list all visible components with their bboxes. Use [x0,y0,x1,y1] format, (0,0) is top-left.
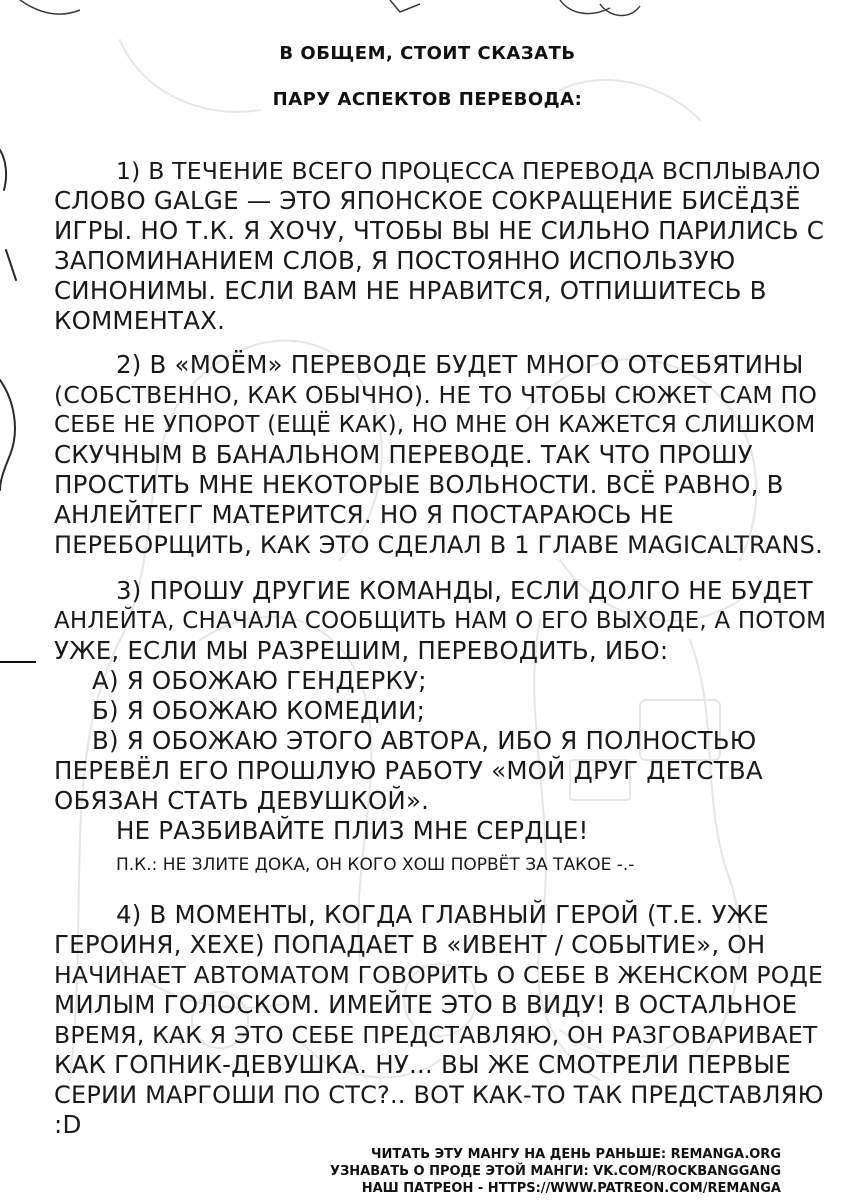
paragraph-3-item-a: А) Я ОБОЖАЮ ГЕНДЕРКУ; [92,666,427,695]
page-title-line-2: ПАРУ АСПЕКТОВ ПЕРЕВОДА: [272,89,583,110]
page-title-line-1: В ОБЩЕМ, СТОИТ СКАЗАТЬ [279,43,576,64]
paragraph-1-line-3: ИГРЫ. НО Т.К. Я ХОЧУ, ЧТОБЫ ВЫ НЕ СИЛЬНО ПАРИЛИСЬ С [54,216,824,245]
paragraph-4-line-3: НАЧИНАЕТ АВТОМАТОМ ГОВОРИТЬ О СЕБЕ В ЖЕНСКОМ РОДЕ [54,961,824,989]
paragraph-2-line-4: СКУЧНЫМ В БАНАЛЬНОМ ПЕРЕВОДЕ. ТАК ЧТО ПРОШУ [54,440,753,469]
paragraph-2-line-6: АНЛЕЙТЕГГ МАТЕРИТСЯ. НО Я ПОСТАРАЮСЬ НЕ [54,500,674,529]
paragraph-3-line-2: АНЛЕЙТА, СНАЧАЛА СООБЩИТЬ НАМ О ЕГО ВЫХОДЕ, А ПОТОМ [54,608,827,634]
paragraph-2-line-7: ПЕРЕБОРЩИТЬ, КАК ЭТО СДЕЛАЛ В 1 ГЛАВЕ MAGICALTRANS. [54,531,823,559]
footer-patreon-link: НАШ ПАТРЕОН - HTTPS://WWW.PATREON.COM/REMANGA [361,1181,781,1196]
paragraph-2-line-5: ПРОСТИТЬ МНЕ НЕКОТОРЫЕ ВОЛЬНОСТИ. ВСЁ РАВНО, В [54,470,784,499]
paragraph-3-line-8: ОБЯЗАН СТАТЬ ДЕВУШКОЙ». [54,786,430,815]
paragraph-3-line-1: 3) ПРОШУ ДРУГИЕ КОМАНДЫ, ЕСЛИ ДОЛГО НЕ БУДЕТ [116,576,813,605]
paragraph-1-line-2: СЛОВО GALGE — ЭТО ЯПОНСКОЕ СОКРАЩЕНИЕ БИСЁДЗЁ [54,186,801,215]
paragraph-4-line-2: ГЕРОИНЯ, ХЕХЕ) ПОПАДАЕТ В «ИВЕНТ / СОБЫТИЕ», ОН [54,930,766,959]
paragraph-1-line-6: КОММЕНТАХ. [54,306,226,335]
paragraph-4-line-4: МИЛЫМ ГОЛОСКОМ. ИМЕЙТЕ ЭТО В ВИДУ! В ОСТАЛЬНОЕ [54,990,798,1019]
paragraph-1-line-4: ЗАПОМИНАНИЕМ СЛОВ, Я ПОСТОЯННО ИСПОЛЬЗУЮ [54,246,736,275]
paragraph-4-line-5: ВРЕМЯ, КАК Я ЭТО СЕБЕ ПРЕДСТАВЛЯЮ, ОН РАЗГОВАРИВАЕТ [54,1021,818,1049]
paragraph-2-line-3: СЕБЕ НЕ УПОРОТ (ЕЩЁ КАК), НО МНЕ ОН КАЖЕТСЯ СЛИШКОМ [54,412,816,438]
footer-read-early: ЧИТАТЬ ЭТУ МАНГУ НА ДЕНЬ РАНЬШЕ: REMANGA.ORG [371,1147,781,1162]
footer-vk-link: УЗНАВАТЬ О ПРОДЕ ЭТОЙ МАНГИ: VK.COM/ROCKBANGGANG [330,1164,781,1179]
paragraph-2-line-2: (СОБСТВЕННО, КАК ОБЫЧНО). НЕ ТО ЧТОБЫ СЮЖЕТ САМ ПО [54,381,818,409]
paragraph-3-plea: НЕ РАЗБИВАЙТЕ ПЛИЗ МНЕ СЕРДЦЕ! [116,816,589,845]
paragraph-3-line-3: УЖЕ, ЕСЛИ МЫ РАЗРЕШИМ, ПЕРЕВОДИТЬ, ИБО: [54,636,669,665]
paragraph-4-line-7: СЕРИИ МАРГОШИ ПО СТС?.. ВОТ КАК-ТО ТАК ПРЕДСТАВЛЯЮ [54,1081,824,1109]
paragraph-4-line-8: :D [54,1110,82,1139]
paragraph-3-item-b: Б) Я ОБОЖАЮ КОМЕДИИ; [92,696,426,725]
paragraph-3-item-c: В) Я ОБОЖАЮ ЭТОГО АВТОРА, ИБО Я ПОЛНОСТЬЮ [92,726,757,755]
paragraph-3-line-7: ПЕРЕВЁЛ ЕГО ПРОШЛУЮ РАБОТУ «МОЙ ДРУГ ДЕТСТВА [54,756,763,785]
paragraph-2-line-1: 2) В «МОЁМ» ПЕРЕВОДЕ БУДЕТ МНОГО ОТСЕБЯТИНЫ [116,350,804,379]
paragraph-1-line-5: СИНОНИМЫ. ЕСЛИ ВАМ НЕ НРАВИТСЯ, ОТПИШИТЕСЬ В [54,276,767,305]
paragraph-4-line-6: КАК ГОПНИК-ДЕВУШКА. НУ... ВЫ ЖЕ СМОТРЕЛИ ПЕРВЫЕ [54,1050,791,1079]
proofreader-note: П.К.: НЕ ЗЛИТЕ ДОКА, ОН КОГО ХОШ ПОРВЁТ ЗА ТАКОЕ -.- [116,855,635,875]
paragraph-4-line-1: 4) В МОМЕНТЫ, КОГДА ГЛАВНЫЙ ГЕРОЙ (Т.Е. УЖЕ [116,900,769,929]
paragraph-1-line-1: 1) В ТЕЧЕНИЕ ВСЕГО ПРОЦЕССА ПЕРЕВОДА ВСПЛЫВАЛО [116,157,821,185]
